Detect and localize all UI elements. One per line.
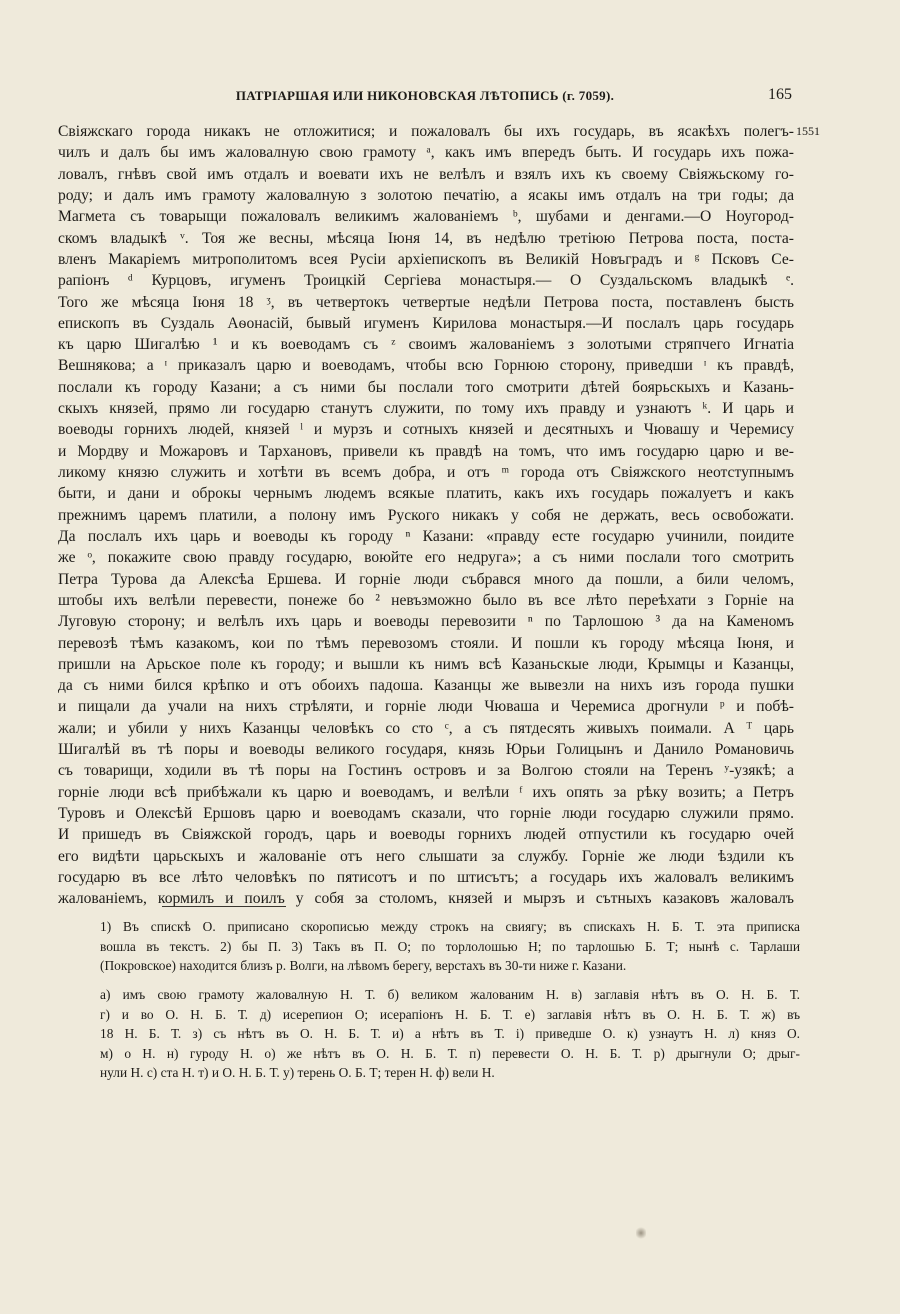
text-line: послали къ городу Казани; а съ ними бы послали того смотрити дѣтей боярьскыхъ и Казань- [58,378,794,396]
text-line: ликому князю служить и хотѣти въ всемъ добра, и отъ ᵐ города отъ Свіяжского неотступнымъ [58,464,794,481]
running-title: ПАТРІАРШАЯ ИЛИ НИКОНОВСКАЯ ЛѢТОПИСЬ (г. 7059). [235,88,615,103]
text-line: вленъ Макаріемъ митрополитомъ всея Русіи архіепископъ въ Великій Новъградъ и ᵍ Псковъ Се- [58,250,794,268]
main-text [58,121,794,910]
footnote-line: (Покровское) находится близъ р. Волги, на лѣвомъ берегу, верстахъ въ 30-ти ниже г. Казани. [100,958,627,973]
text-line: епископъ въ Суздаль Аѳонасій, бывый игуменъ Кирилова монастыря.—И послалъ царь государь [58,314,794,332]
text-line: прежнимъ царемъ платили, а полону имъ Руского никакъ у собя не держать, весь освобожати. [58,506,794,524]
variant-line: м) о Н. н) гуроду Н. о) же нѣтъ въ О. Н. Б. Т. п) перевести О. Н. Б. Т. р) дрыгнули О; дрыг- [100,1045,800,1061]
text-line: Свіяжскаго города никакъ не отложитися; и пожаловалъ бы ихъ государь, въ ясакѣхъ полегъ- [58,123,794,140]
text-line: и пищали да учали на нихъ стрѣляти, и горніе люди Чюваша и Черемиса дрогнули ᵖ и побѣ- [58,698,794,716]
text-line: штобы ихъ велѣли перевести, понеже бо ² невъзможно было въ все лѣто переѣхати з Горніе на [58,591,794,609]
page-number: 165 [768,86,792,103]
text-line: съ товарищи, ходили въ тѣ поры на Гостинъ островъ и за Волгою стояли на Теренъ ʸ-узякѣ; а [58,762,794,780]
text-line: Вешнякова; а ᶦ приказалъ царю и воеводамъ, чтобы всю Горнюю сторону, приведши ᶦ къ правдѣ, [58,357,794,375]
footnote-divider [162,906,286,907]
text-line: И пришедъ въ Свіяжской городъ, царь и воеводы горнихъ людей отпустили къ государю очей [58,826,794,844]
text-line: скомъ владыкѣ ᵛ. Тоя же весны, мѣсяца Іюня 14, въ недѣлю третіюю Петрова поста, поста- [58,229,794,247]
text-line: горніе люди всѣ прибѣжали къ царю и воеводамъ, и велѣли ᶠ ихъ опять за рѣку возить; а Петръ [58,783,794,801]
variant-line: а) имъ свою грамоту жаловалную Н. Т. б) великом жалованим Н. в) заглавія нѣтъ въ О. Н. Б. Т. [100,987,800,1002]
text-line: его видѣти царьскыхъ и жалованіе отъ него слышати за службу. Горніе же люди ѣздили къ [58,847,794,865]
text-line: роду; и далъ имъ грамоту жаловалную з золотою печатію, а ясакы имъ отдалъ на три годы; да [58,186,794,204]
text-line: же ᵒ, покажите свою правду государю, воюйте его недруга»; а съ ними послали того смотрить [58,549,794,567]
footnote-line: 1) Въ спискѣ О. приписано скорописью между строкъ на свиягу; въ спискахъ Н. Б. Т. эта приписка [100,919,800,934]
text-line: чилъ и далъ бы имъ жаловалную свою грамоту ᵃ, какъ имъ впередъ быть. И государь ихъ пожа- [58,144,794,162]
numbered-footnotes [100,917,800,976]
variant-line: 18 Н. Б. Т. з) съ нѣтъ въ О. Н. Б. Т. и) а нѣтъ въ Т. і) приведше О. к) узнаутъ Н. л) княз О. [100,1026,800,1041]
text-line: пришли на Арьское поле къ городу; и вышли къ нимъ всѣ Казаньскые люди, Крымцы и Казанцы, [58,655,794,673]
text-line: Да послалъ ихъ царь и воеводы къ городу ⁿ Казани: «правду есте государю учинили, поидите [58,527,794,545]
text-line: жалованіемъ, кормилъ и поилъ у собя за столомъ, князей и мырзъ и сътныхъ казаковъ жаловалъ [58,890,794,908]
variant-line: нули Н. с) ста Н. т) и О. Н. Б. Т. у) терень О. Б. Т; терен Н. ф) вели Н. [100,1065,495,1080]
text-line: Шигалѣй въ тѣ поры и воеводы великого государя, князь Юрьи Голицынъ и Данило Романовичь [58,741,794,759]
text-line: Луговую сторону; и велѣлъ ихъ царь и воеводы перевозити ⁿ по Тарлошою ³ да на Каменомъ [58,613,794,631]
variant-readings [100,985,800,1083]
text-line: Магмета съ товарыщи пожаловалъ великимъ жалованіемъ ᵇ, шубами и денгами.—О Ноугород- [58,208,794,226]
paper-blemish [636,1226,646,1240]
text-line: государю въ все лѣто человѣкъ по пятисотъ и по штисътъ; а государь ихъ жаловалъ великимъ [58,868,794,886]
text-line: жали; и убили у нихъ Казанцы человѣкъ со сто ᶜ, а съ пятдесять живыхъ поимали. А ᵀ царь [58,719,794,737]
text-line: къ царю Шигалѣю ¹ и къ воеводамъ съ ᶻ своимъ жалованіемъ з золотыми стряпчего Игнатіа [58,336,794,354]
footnote-line: вошла въ текстъ. 2) бы П. 3) Такъ въ П. О; по торлолошью Н; по тарлошью Б. Т; нынѣ с. Тарлаши [100,938,800,954]
page-header [58,88,792,108]
text-line: перевозѣ тѣмъ казакомъ, кои по тѣмъ перевозомъ стояли. И пошли къ городу мѣсяца Іюня, и [58,634,794,652]
text-line: да съ ними бился крѣпко и отъ обоихъ падоша. Казанцы же вывезли на нихъ изъ города пушки [58,677,794,695]
text-line: быти, и дани и оброкы чернымъ людемъ всякые платить, какъ ихъ государь пожалуетъ и какъ [58,485,794,503]
text-line: скыхъ князей, прямо ли государю станутъ служити, по тому ихъ правду и узнаютъ ᵏ. И царь и [58,400,794,418]
text-line: Того же мѣсяца Іюня 18 ᶾ, въ четвертокъ четвертые недѣли Петрова поста, поставленъ бысть [58,293,794,311]
text-line: ловалъ, гнѣвъ свой имъ отдалъ и воевати ихъ не велѣлъ и взялъ ихъ къ своему Свіяжьскому го- [58,165,794,183]
text-line: Туровъ и Олексѣй Ершовъ царю и воеводамъ сказали, что горніе люди государю служили прямо. [58,805,794,822]
text-line: Петра Турова да Алексѣа Ершева. И горніе люди събрався много да пошли, а били челомъ, [58,570,794,588]
text-line: воеводы горнихъ людей, князей ˡ и мурзъ и сотныхъ князей и десятныхъ и Чювашу и Черемису [58,421,794,439]
text-line: рапіонъ ᵈ Курцовъ, игуменъ Троицкій Сергіева монастыря.— О Суздальскомъ владыкѣ ᵉ. [58,272,794,290]
text-line: и Мордву и Можаровъ и Тархановъ, привели къ правдѣ на томъ, что имъ государю царю и ве- [58,442,794,460]
variant-line: г) и во О. Н. Б. Т. д) исерепион О; исерапіонъ Н. Б. Т. е) заглавія нѣтъ въ О. Н. Б. Т. ж) въ [100,1006,800,1022]
margin-year: 1551 [796,124,820,138]
